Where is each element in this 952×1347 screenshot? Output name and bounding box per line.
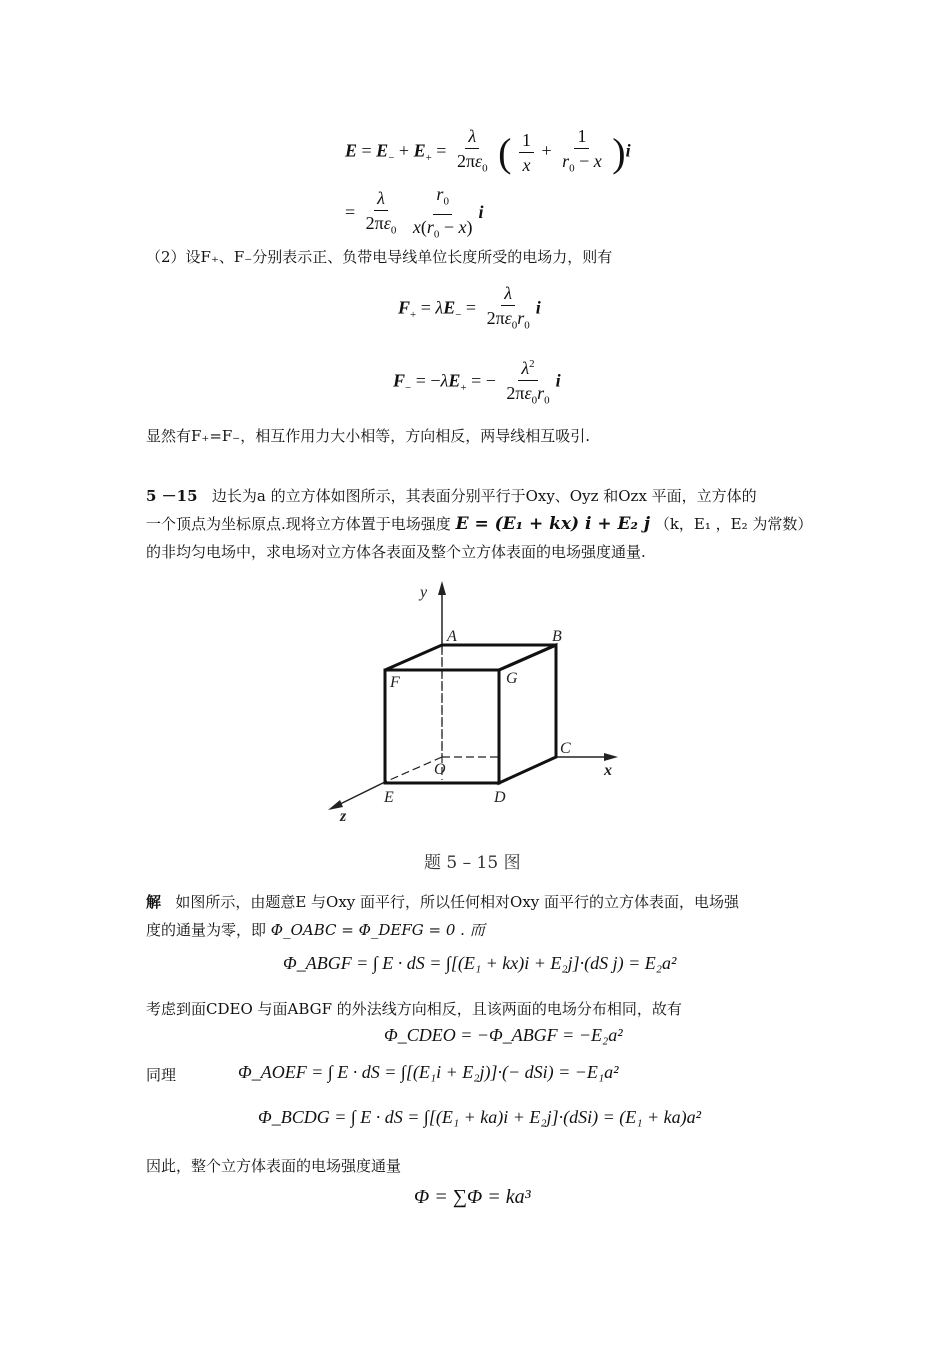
equation-force-minus: $F_- = -\lambda E_+$ = − $\frac{\lambda^2}{2\pi\varepsilon_0r_0}$ i bbox=[393, 354, 561, 411]
solution-label: 解 bbox=[146, 893, 162, 911]
label-F: F bbox=[390, 674, 400, 691]
y-axis-arrow bbox=[438, 581, 446, 595]
label-z: z bbox=[340, 808, 347, 825]
equation-flux-total: Φ = ∑Φ = ka³ bbox=[414, 1186, 531, 1208]
x-axis-arrow bbox=[604, 753, 618, 761]
solution-line3: 考虑到面CDEO 与面ABGF 的外法线方向相反，且该两面的电场分布相同，故有 bbox=[146, 1000, 682, 1018]
label-A: A bbox=[447, 628, 457, 645]
figure-caption: 题 5 – 15 图 bbox=[424, 853, 521, 873]
equation-flux-bcdg: Φ_BCDG = ∫ E · dS = ∫[(E₁ + ka)i + E₂j]·(dSi) = (E₁ + ka)a² bbox=[258, 1107, 702, 1127]
equation-force-plus: $F_+ = \lambda E_-$ = $\frac{\lambda}{2\pi\varepsilon_0r_0}$ i bbox=[398, 283, 541, 332]
problem-line1: 边长为a 的立方体如图所示，其表面分别平行于Oxy、Oyz 和Ozx 平面，立方体的 bbox=[211, 487, 757, 505]
equation-field-sum: $E = E_- + E_+$ = $\frac{\lambda}{2\pi\varepsilon_0}$ ( $\frac{1}{x}$ + $\frac{1}{r_0 - x}$ )i bbox=[345, 126, 631, 175]
label-C: C bbox=[560, 740, 571, 757]
force-intro-text: （2）设F₊、F₋分别表示正、负带电导线单位长度所受的电场力，则有 bbox=[146, 248, 613, 266]
problem-statement bbox=[146, 482, 812, 566]
problem-line3: 的非均匀电场中，求电场对立方体各表面及整个立方体表面的电场强度通量. bbox=[146, 543, 646, 561]
conclusion-text: 显然有F₊=F₋，相互作用力大小相等，方向相反，两导线相互吸引. bbox=[146, 427, 590, 445]
label-y: y bbox=[420, 584, 428, 601]
cube-figure bbox=[320, 575, 640, 835]
equation-flux-cdeo: Φ_CDEO = −Φ_ABGF = −E₂a² bbox=[384, 1025, 623, 1045]
solution-line1: 如图所示，由题意E 与Oxy 面平行，所以任何相对Oxy 面平行的立方体表面，电场强 bbox=[175, 893, 740, 911]
label-x: x bbox=[604, 762, 612, 779]
solution-line2-equation: Φ_OABC = Φ_DEFG = 0 . 而 bbox=[270, 921, 485, 939]
equation-field-simplified: = $\frac{\lambda}{2\pi\varepsilon_0}$ $\frac{r_0}{x(r_0 - x)}$ i bbox=[345, 184, 484, 241]
label-G: G bbox=[506, 670, 518, 687]
problem-field-expression: E = (E₁ + kx) i + E₂ j bbox=[455, 514, 651, 534]
problem-line2c: （k，E₁ ，E₂ 为常数） bbox=[654, 515, 813, 533]
label-B: B bbox=[552, 628, 562, 645]
equation-flux-abgf: Φ_ABGF = ∫ E · dS = ∫[(E₁ + kx)i + E₂j]·(dS j) = E₂a² bbox=[283, 953, 677, 973]
label-O: O bbox=[434, 761, 446, 778]
solution-line2: 度的通量为零，即 bbox=[146, 921, 267, 939]
cube-right-face bbox=[499, 645, 556, 783]
label-D: D bbox=[494, 789, 506, 806]
same-reason-label: 同理 bbox=[146, 1066, 177, 1084]
solution-block bbox=[146, 888, 739, 944]
solution-line4: 因此，整个立方体表面的电场强度通量 bbox=[146, 1157, 402, 1175]
label-E: E bbox=[384, 789, 394, 806]
equation-flux-aoef: Φ_AOEF = ∫ E · dS = ∫[(E₁i + E₂j)]·(− dSi) = −E₁a² bbox=[238, 1062, 619, 1082]
problem-line2a: 一个顶点为坐标原点.现将立方体置于电场强度 bbox=[146, 515, 451, 533]
problem-number: 5 －15 bbox=[146, 487, 198, 505]
